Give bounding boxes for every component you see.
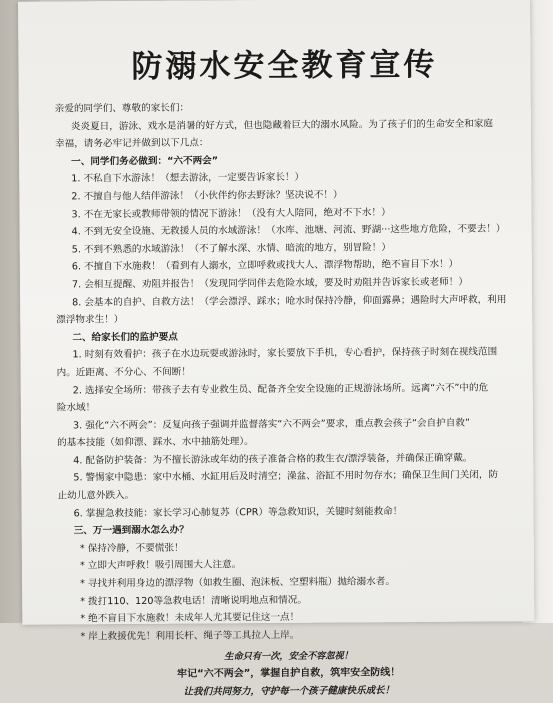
section-1-item: 2. 不擅自与他人结伴游泳！（小伙伴约你去野泳？坚决说不！）	[71, 189, 343, 203]
document-content	[54, 38, 519, 703]
section-2-item-4: 4. 配备防护装备：为不擅长游泳或年幼的孩子准备合格的救生衣/漂浮装备，并确保正确穿戴。	[73, 452, 473, 467]
section-2-item-3-line-1: 3. 强化“六不两会”：反复向孩子强调并监督落实“六不两会”要求，重点教会孩子“会自护自救”	[72, 417, 470, 432]
section-2-item-2-line-1: 2. 选择安全场所：带孩子去有专业救生员、配备齐全安全设施的正规游泳场所。远离“六不”中的危	[72, 382, 489, 396]
section-1-item: 5. 不到不熟悉的水域游泳！（不了解水深、水情、暗流的地方，别冒险！）	[71, 241, 391, 256]
footer-slogan-2: 牢记“六不两会”，掌握自护自救，筑牢安全防线！	[177, 667, 401, 681]
section-2-title: 二、给家长们的监护要点	[72, 331, 178, 344]
greeting: 亲爱的同学们、尊敬的家长们：	[54, 102, 190, 115]
section-3-title: 三、万一遇到溺水怎么办？	[73, 524, 189, 537]
section-1-item: 7. 会相互提醒、劝阻并报告！（发现同学同伴去危险水域，要及时劝阻并告诉家长或老师！）	[71, 276, 468, 291]
section-3-item: * 岸上救援优先！利用长杆、绳子等工具拉人上岸。	[80, 629, 300, 643]
section-3-item: * 寻找并利用身边的漂浮物（如救生圈、泡沫板、空塑料瓶）抛给溺水者。	[80, 576, 395, 590]
paper-sheet	[18, 0, 534, 699]
section-2-item-5-line-2: 止幼儿意外跌入。	[57, 490, 135, 502]
section-2-item-2-line-2: 险水域！	[56, 402, 96, 414]
section-1-item: 3. 不在无家长或教师带领的情况下游泳！（没有大人陪同，绝对不下水！）	[71, 206, 391, 220]
section-3-item: * 保持冷静，不要慌张！	[79, 542, 184, 555]
section-3-item: * 绝不盲目下水施救！未成年人尤其要记住这一点！	[80, 612, 300, 625]
section-2-item-3-line-2: 的基本技能（如仰漂、踩水、水中抽筋处理）。	[57, 436, 254, 449]
document-title: 防溺水安全教育宣传	[131, 46, 438, 85]
footer-slogan-3: 让我们共同努力，守护每一个孩子健康快乐成长！	[183, 685, 395, 699]
section-2-item-5-line-1: 5. 警惕家中隐患：家中水桶、水缸用后及时清空；澡盆、浴缸不用时勿存水；确保卫生间门关闭，防	[73, 469, 499, 484]
intro-line-2: 幸福，请务必牢记并做到以下几点：	[54, 137, 209, 150]
footer-slogan-1: 生命只有一次，安全不容忽视！	[224, 650, 353, 663]
section-2-item-6: 6. 掌握急救技能：家长学习心肺复苏（CPR）等急救知识，关键时刻能救命！	[73, 505, 403, 520]
section-3-item: * 立即大声呼救！吸引周围大人注意。	[79, 559, 242, 572]
section-2-item-1-line-2: 内。近距离、不分心、不间断！	[56, 366, 191, 379]
footer-slogans	[59, 647, 519, 703]
section-3-item: * 拨打110、120等急救电话！清晰说明地点和情况。	[80, 594, 307, 607]
section-1-item-8-line-2: 漂浮物求生！）	[56, 314, 124, 326]
section-1-item: 4. 不到无安全设施、无救援人员的水域游泳！（水库、池塘、河流、野湖···这些地方危险，不要去！）	[71, 223, 506, 238]
section-1-item: 1. 不私自下水游泳！（想去游泳，一定要告诉家长！）	[71, 172, 305, 185]
section-2-item-1-line-1: 1. 时刻有效看护：孩子在水边玩耍或游泳时，家长要放下手机，专心看护，保持孩子时刻在视线范围	[72, 346, 498, 361]
section-1-item: 6. 不擅自下水施救！（看到有人溺水，立即呼救或找大人、漂浮物帮助，绝不盲目下水！）	[71, 259, 459, 273]
section-1-item-8-line-1: 8. 会基本的自护、自救方法！（学会漂浮、踩水；呛水时保持冷静，仰面露鼻；遇险时大声呼救，利用	[72, 293, 507, 308]
section-1-title: 一、同学们务必做到：“六不两会”	[71, 155, 219, 168]
intro-line-1: 炎炎夏日，游泳、戏水是消暑的好方式，但也隐藏着巨大的溺水风险。为了孩子们的生命安全和家庭	[70, 118, 494, 133]
